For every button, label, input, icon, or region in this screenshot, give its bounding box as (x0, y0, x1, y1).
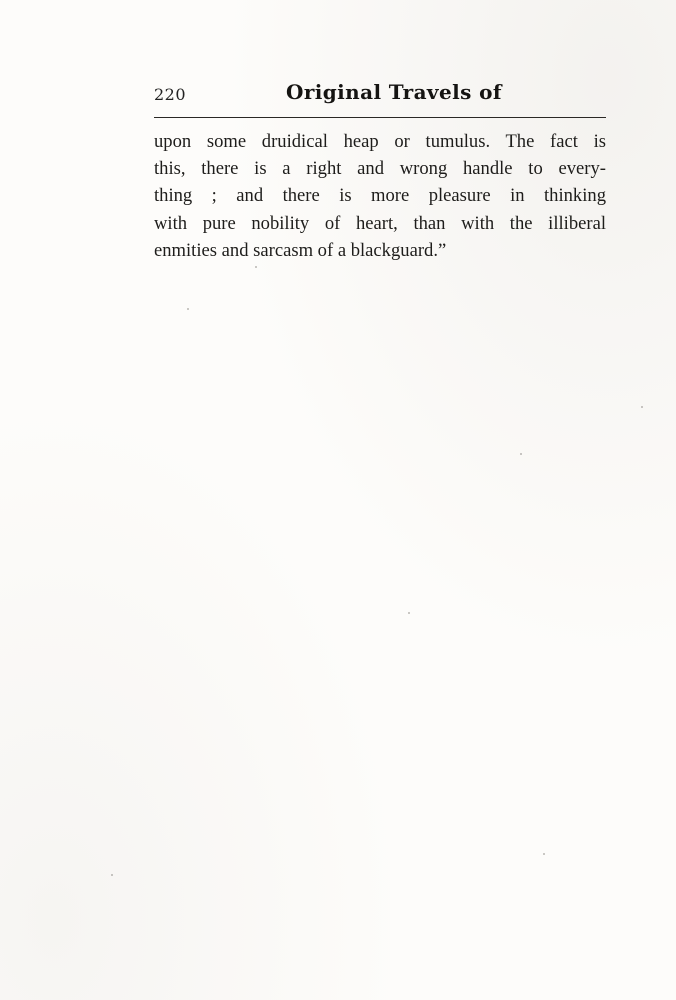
header-rule (154, 117, 606, 118)
text-line: enmities and sarcasm of a blackguard.” (154, 239, 447, 261)
text-line: with pure nobility of heart, than with the illiberal (154, 212, 606, 234)
paper-speck (255, 266, 257, 268)
text-line: upon some druidical heap or tumulus. The fact is (154, 131, 606, 152)
page-number: 220 (154, 85, 187, 104)
paper-speck (111, 874, 113, 876)
running-head (154, 80, 606, 116)
paper-speck (187, 308, 189, 310)
paper-speck (641, 406, 643, 408)
running-title: Original Travels of (286, 80, 502, 104)
body-paragraph (154, 128, 606, 264)
paper-speck (520, 453, 522, 455)
text-line: thing ; and there is more pleasure in thinking (154, 185, 606, 207)
paper-speck (408, 612, 410, 614)
text-line: this, there is a right and wrong handle to every- (154, 158, 606, 180)
paper-speck (543, 853, 545, 855)
